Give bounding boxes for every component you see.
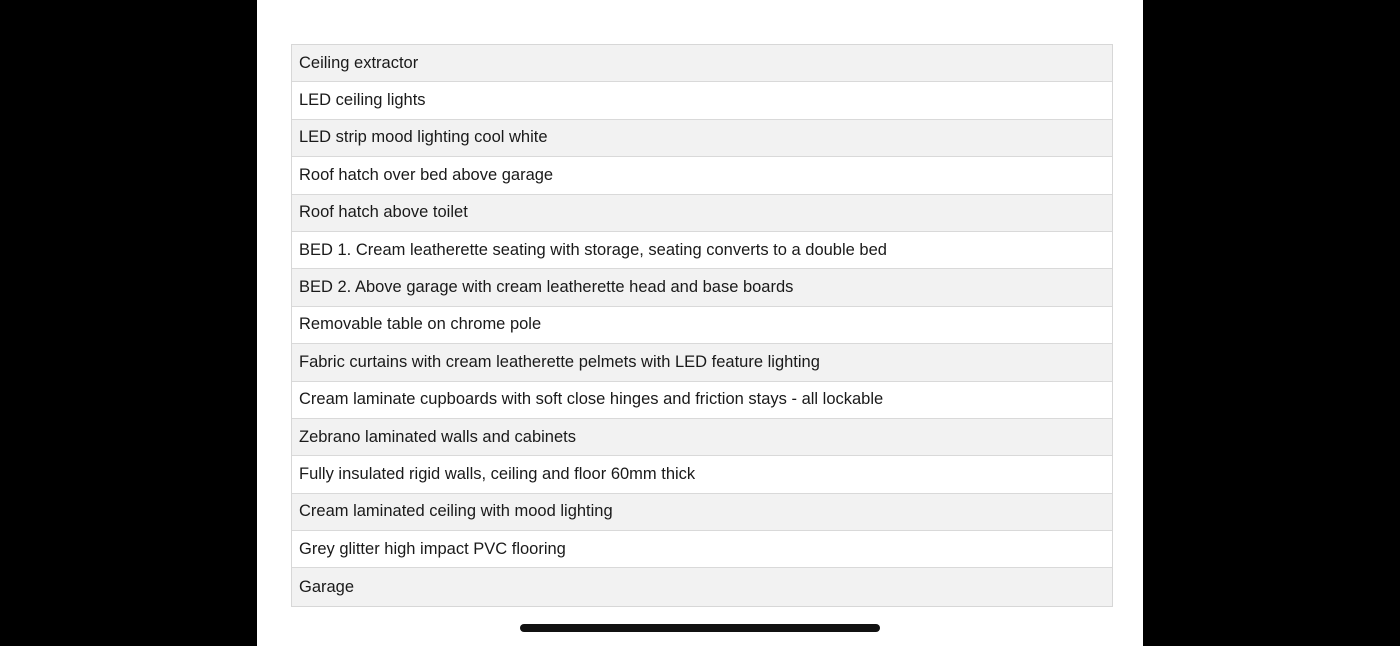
table-row: Cream laminate cupboards with soft close hinges and friction stays - all lockable [292, 382, 1112, 419]
table-row: Roof hatch over bed above garage [292, 157, 1112, 194]
table-row: BED 1. Cream leatherette seating with storage, seating converts to a double bed [292, 232, 1112, 269]
table-row: BED 2. Above garage with cream leatherette head and base boards [292, 269, 1112, 306]
document-page [257, 0, 1143, 646]
table-row: Ceiling extractor [292, 45, 1112, 82]
home-indicator-bar[interactable] [520, 624, 880, 632]
table-row: Garage [292, 568, 1112, 605]
table-row: Cream laminated ceiling with mood lighting [292, 494, 1112, 531]
features-table [291, 44, 1113, 607]
table-row: Fabric curtains with cream leatherette pelmets with LED feature lighting [292, 344, 1112, 381]
table-row: Zebrano laminated walls and cabinets [292, 419, 1112, 456]
table-row: LED strip mood lighting cool white [292, 120, 1112, 157]
table-row: Grey glitter high impact PVC flooring [292, 531, 1112, 568]
table-row: Fully insulated rigid walls, ceiling and floor 60mm thick [292, 456, 1112, 493]
table-row: LED ceiling lights [292, 82, 1112, 119]
table-row: Roof hatch above toilet [292, 195, 1112, 232]
table-row: Removable table on chrome pole [292, 307, 1112, 344]
